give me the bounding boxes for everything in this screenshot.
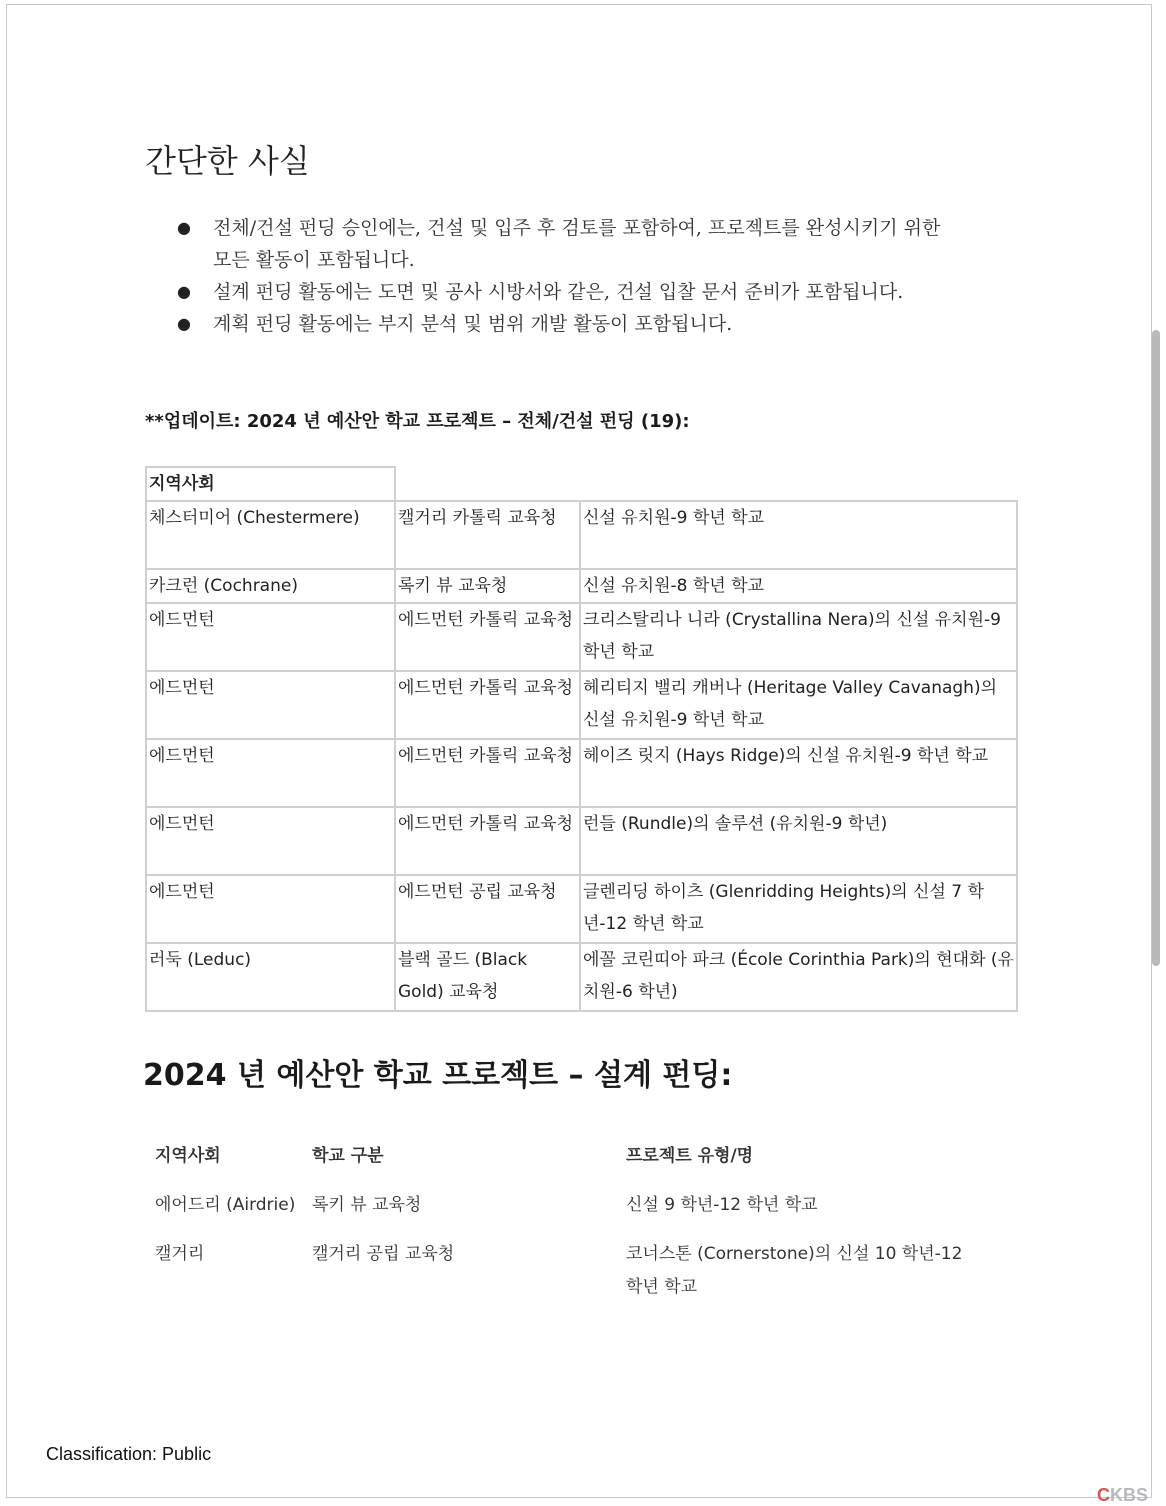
project-cell: 글렌리딩 하이츠 (Glenridding Heights)의 신설 7 학년-12 학년 학교 [580,875,1017,943]
column-header-community: 지역사회 [155,1146,221,1166]
community-cell: 에드먼턴 [146,671,395,739]
community-cell: 캘거리 [155,1244,205,1264]
column-header-project: 프로젝트 유형/명 [626,1146,754,1166]
table-row [146,569,1017,603]
facts-list [175,212,955,340]
authority-cell: 캘거리 카톨릭 교육청 [395,501,580,569]
community-cell: 체스터미어 (Chestermere) [146,501,395,569]
bullet-icon: ● [177,314,191,333]
project-cell: 헤리티지 밸리 캐버나 (Heritage Valley Cavanagh)의 신설 유치원-9 학년 학교 [580,671,1017,739]
authority-cell: 블랙 골드 (Black Gold) 교육청 [395,943,580,1011]
update-heading: **업데이트: 2024 년 예산안 학교 프로젝트 – 전체/건설 펀딩 (19): [145,411,690,432]
authority-cell: 록키 뷰 교육청 [312,1195,422,1215]
table-row [146,807,1017,875]
scrollbar[interactable] [1152,330,1160,966]
authority-cell: 록키 뷰 교육청 [395,569,580,603]
list-item: ● 계획 펀딩 활동에는 부지 분석 및 범위 개발 활동이 포함됩니다. [175,308,955,340]
bullet-icon: ● [177,218,191,237]
table-row [146,501,1017,569]
project-cell: 신설 유치원-8 학년 학교 [580,569,1017,603]
project-cell: 신설 9 학년-12 학년 학교 [626,1195,818,1215]
construction-funding-table [145,466,1018,1012]
community-cell: 에드먼턴 [146,739,395,807]
column-header-community: 지역사회 [146,467,395,501]
authority-cell: 에드먼턴 카톨릭 교육청 [395,671,580,739]
table-row [146,875,1017,943]
authority-cell: 에드먼턴 공립 교육청 [395,875,580,943]
table-header-row [155,1140,971,1173]
project-cell: 헤이즈 릿지 (Hays Ridge)의 신설 유치원-9 학년 학교 [580,739,1017,807]
list-item: ● 설계 펀딩 활동에는 도면 및 공사 시방서와 같은, 건설 입찰 문서 준비가 포함됩니다. [175,276,955,308]
column-header-authority: 학교 구분 [312,1146,384,1166]
table-row [155,1222,971,1304]
table-header-row [146,467,1017,501]
project-cell: 신설 유치원-9 학년 학교 [580,501,1017,569]
table-row [146,603,1017,671]
table-row [146,943,1017,1011]
table-row [155,1173,971,1222]
authority-cell: 캘거리 공립 교육청 [312,1244,455,1264]
community-cell: 카크런 (Cochrane) [146,569,395,603]
bullet-icon: ● [177,282,191,301]
community-cell: 에드먼턴 [146,875,395,943]
project-cell: 에꼴 코린띠아 파크 (École Corinthia Park)의 현대화 (유치원-6 학년) [580,943,1017,1011]
project-cell: 코너스톤 (Cornerstone)의 신설 10 학년-12 학년 학교 [626,1244,963,1297]
list-item: ● 전체/건설 펀딩 승인에는, 건설 및 입주 후 검토를 포함하여, 프로젝트를 완성시키기 위한 모든 활동이 포함됩니다. [175,212,955,276]
community-cell: 에드먼턴 [146,603,395,671]
design-funding-table [155,1140,971,1304]
authority-cell: 에드먼턴 카톨릭 교육청 [395,807,580,875]
project-cell: 런들 (Rundle)의 솔루션 (유치원-9 학년) [580,807,1017,875]
community-cell: 러둑 (Leduc) [146,943,395,1011]
authority-cell: 에드먼턴 카톨릭 교육청 [395,739,580,807]
design-funding-heading: 2024 년 예산안 학교 프로젝트 – 설계 펀딩: [143,1058,733,1093]
table-row [146,671,1017,739]
project-cell: 크리스탈리나 니라 (Crystallina Nera)의 신설 유치원-9 학년 학교 [580,603,1017,671]
table-row [146,739,1017,807]
watermark-logo: CKBS [1097,1485,1149,1505]
page-title: 간단한 사실 [145,142,310,180]
community-cell: 에드먼턴 [146,807,395,875]
community-cell: 에어드리 (Airdrie) [155,1195,296,1215]
classification-label: Classification: Public [46,1444,212,1464]
authority-cell: 에드먼턴 카톨릭 교육청 [395,603,580,671]
